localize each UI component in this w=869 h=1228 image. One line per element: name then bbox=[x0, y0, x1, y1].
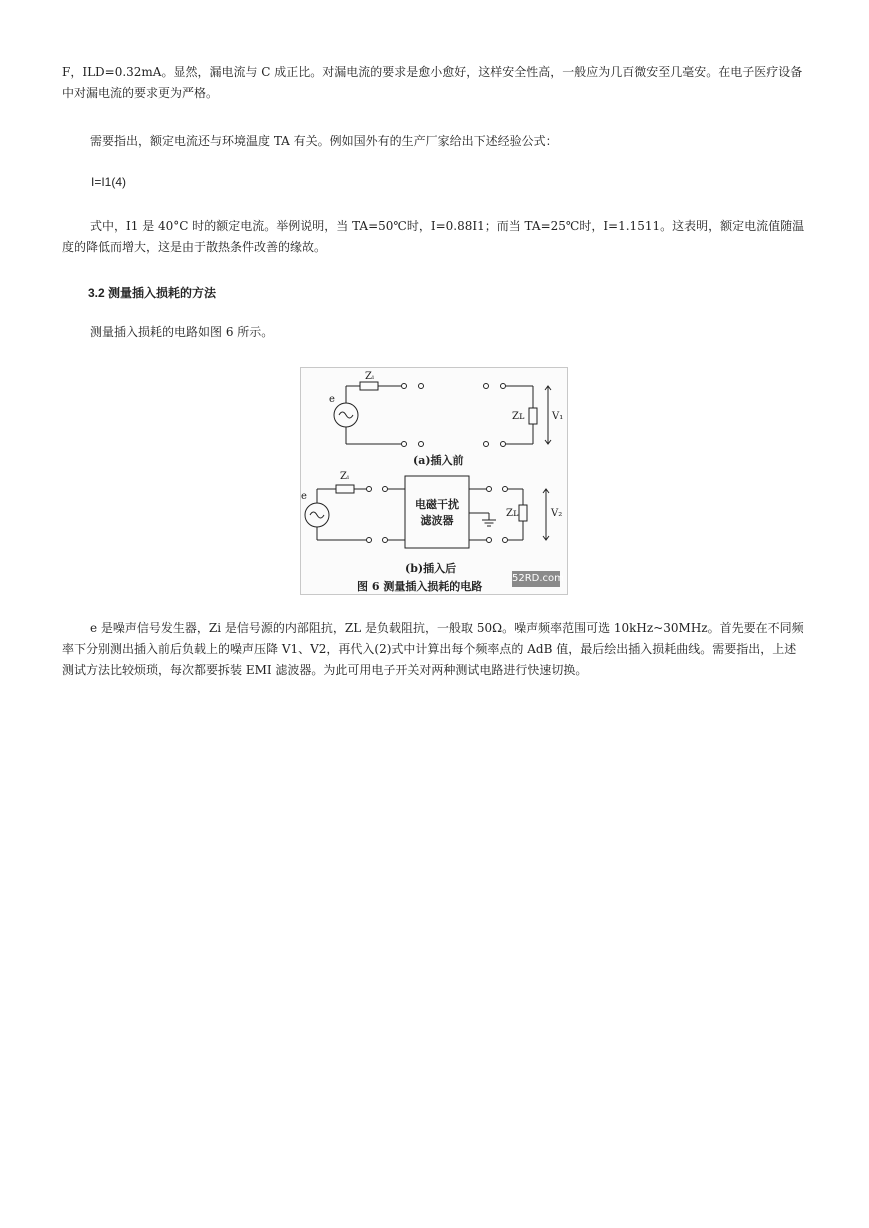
label-v1: V₁ bbox=[552, 411, 564, 422]
paragraph-figure-reference: 测量插入损耗的电路如图 6 所示。 bbox=[90, 325, 274, 339]
label-zi-a: Zᵢ bbox=[365, 371, 374, 382]
label-zl-b: Zʟ bbox=[506, 508, 519, 519]
filter-label-line1: 电磁干扰 bbox=[415, 498, 459, 511]
paragraph-leakage-current: F，ILD=0.32mA。显然，漏电流与 C 成正比。对漏电流的要求是愈小愈好，这样安全性高，一般应为几百微安至几毫安。在电子医疗设备中对漏电流的要求更为严格。 bbox=[62, 65, 803, 100]
label-zi-b: Zᵢ bbox=[340, 471, 349, 482]
caption-before-insertion: (a)插入前 bbox=[413, 454, 464, 467]
label-zl-a: Zʟ bbox=[512, 411, 525, 422]
formula-rated-current: I=I1(4) bbox=[91, 175, 127, 189]
figure-insertion-loss-circuit bbox=[300, 367, 568, 595]
filter-label-line2: 滤波器 bbox=[420, 514, 454, 527]
paragraph-rated-current-temperature: 需要指出，额定电流还与环境温度 TA 有关。例如国外有的生产厂家给出下述经验公式： bbox=[90, 134, 558, 148]
watermark-52rd: 52RD.com bbox=[512, 571, 560, 587]
label-v2: V₂ bbox=[551, 508, 563, 519]
label-e-a: e bbox=[329, 394, 335, 405]
section-heading: 3.2 测量插入损耗的方法 bbox=[88, 286, 217, 300]
paragraph-formula-explanation: 式中，I1 是 40°C 时的额定电流。举例说明，当 TA=50℃时，I=0.88I1；而当 TA=25℃时，I=1.1511。这表明，额定电流值随温度的降低而增大，这是由于散热条件改善的缘故。 bbox=[62, 219, 805, 254]
label-e-b: e bbox=[301, 491, 307, 502]
paragraph-measurement-description: e 是噪声信号发生器，Zi 是信号源的内部阻抗，ZL 是负载阻抗，一般取 50Ω。噪声频率范围可选 10kHz~30MHz。首先要在不同频率下分别测出插入前后负载上的噪声压降 V1、V2，再代入(2)式中计算出每个频率点的 AdB 值，最后绘出插入损耗曲线。需要指出，上述测试方法比较烦琐，每次都要拆装 EMI 滤波器。为此可用电子开关对两种测试电路进行快速切换。 bbox=[62, 621, 804, 677]
figure-title: 图 6 测量插入损耗的电路 bbox=[357, 580, 483, 593]
caption-after-insertion: (b)插入后 bbox=[405, 562, 457, 575]
circuit-diagram bbox=[301, 368, 567, 594]
